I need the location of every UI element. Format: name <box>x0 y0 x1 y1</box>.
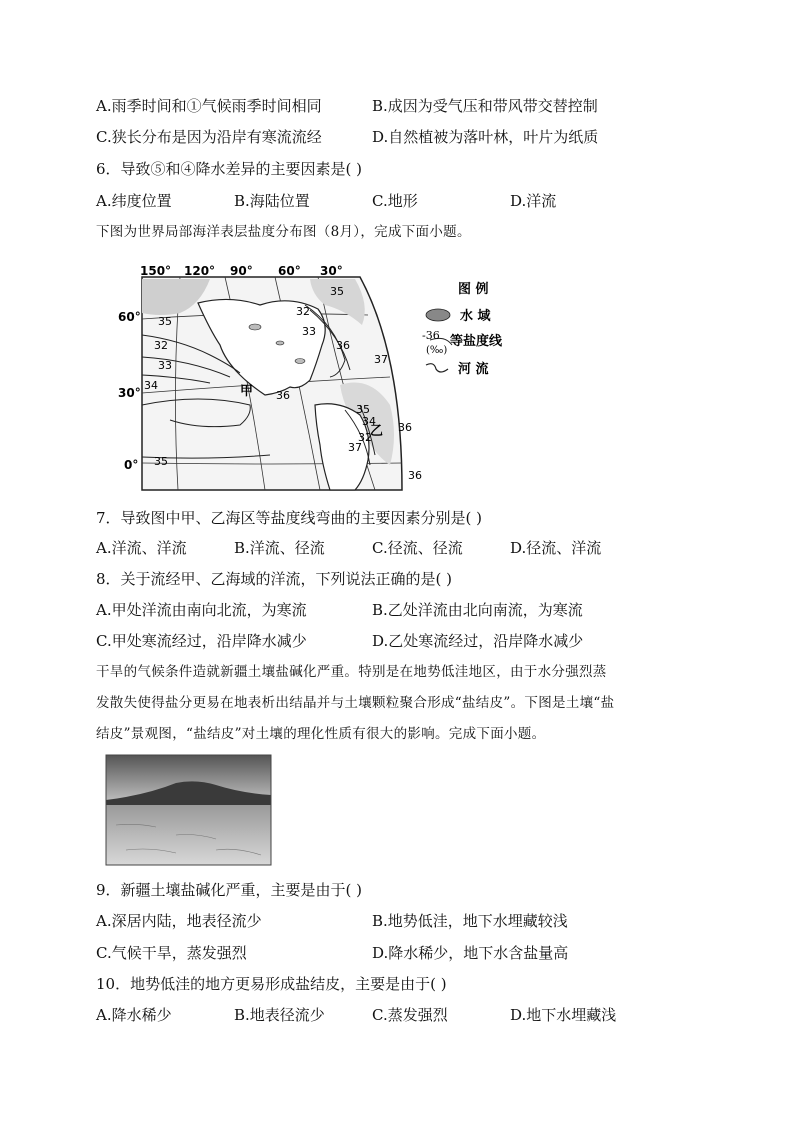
legend-isoline-unit: (‰) <box>426 345 448 356</box>
q9-option-a: A.深居内陆，地表径流少 <box>96 912 262 930</box>
q6-stem: 6．导致⑤和④降水差异的主要因素是( ) <box>96 160 363 178</box>
lat-label-30: 30° <box>118 386 141 400</box>
lat-label-60: 60° <box>118 310 141 324</box>
isoline-value: 32 <box>296 305 310 318</box>
isoline-value: 37 <box>348 441 362 454</box>
salt-intro-line-1: 干旱的气候条件造就新疆土壤盐碱化严重。特别是在地势低洼地区，由于水分强烈蒸 <box>96 664 607 680</box>
q9-option-c: C.气候干旱，蒸发强烈 <box>96 944 247 962</box>
isoline-value: 36 <box>276 389 290 402</box>
q10-option-c: C.蒸发强烈 <box>372 1006 448 1024</box>
q8-option-b: B.乙处洋流由北向南流，为寒流 <box>372 601 583 619</box>
isoline-value: 37 <box>374 353 388 366</box>
salt-intro-line-2: 发散失使得盐分更易在地表析出结晶并与土壤颗粒聚合形成“盐结皮”。下图是土壤“盐 <box>96 695 615 711</box>
q7-option-a: A.洋流、洋流 <box>96 539 187 557</box>
q7-option-d: D.径流、洋流 <box>510 539 602 557</box>
place-jia: 甲 <box>240 384 254 399</box>
q8-option-a: A.甲处洋流由南向北流，为寒流 <box>96 601 307 619</box>
q9-option-d: D.降水稀少，地下水含盐量高 <box>372 944 569 962</box>
q6-option-d: D.洋流 <box>510 192 557 210</box>
q5-option-a: A.雨季时间和①气候雨季时间相同 <box>96 97 322 115</box>
q8-option-d: D.乙处寒流经过，沿岸降水减少 <box>372 632 584 650</box>
map-intro: 下图为世界局部海洋表层盐度分布图（8月），完成下面小题。 <box>96 224 471 240</box>
q9-option-b: B.地势低洼，地下水埋藏较浅 <box>372 912 568 930</box>
isoline-value: 35 <box>154 455 168 468</box>
isoline-value: 32 <box>358 431 372 444</box>
q9-stem: 9．新疆土壤盐碱化严重，主要是由于( ) <box>96 881 363 899</box>
q5-option-b: B.成因为受气压和带风带交替控制 <box>372 97 598 115</box>
q8-stem: 8．关于流经甲、乙海域的洋流，下列说法正确的是( ) <box>96 570 453 588</box>
isoline-value: 33 <box>302 325 316 338</box>
isoline-value: 35 <box>330 285 344 298</box>
lon-label-90: 90° <box>230 264 253 278</box>
legend-title: 图 例 <box>458 282 489 297</box>
isoline-value: 32 <box>154 339 168 352</box>
isoline-value: 33 <box>158 359 172 372</box>
q5-option-d: D.自然植被为落叶林，叶片为纸质 <box>372 128 599 146</box>
legend-river-label: 河 流 <box>458 362 489 377</box>
isoline-value: 35 <box>356 403 370 416</box>
q6-option-a: A.纬度位置 <box>96 192 172 210</box>
q10-option-d: D.地下水埋藏浅 <box>510 1006 617 1024</box>
legend-isoline-value: -36 <box>422 329 440 342</box>
isoline-value: 34 <box>362 415 376 428</box>
isoline-value: 36 <box>408 469 422 482</box>
q8-option-c: C.甲处寒流经过，沿岸降水减少 <box>96 632 307 650</box>
legend-water-label: 水 域 <box>460 309 491 324</box>
q5-option-c: C.狭长分布是因为沿岸有寒流流经 <box>96 128 322 146</box>
place-yi: 乙 <box>370 424 384 439</box>
salinity-map <box>118 264 520 495</box>
q7-option-b: B.洋流、径流 <box>234 539 325 557</box>
isoline-value: 34 <box>144 379 158 392</box>
isoline-value: 35 <box>158 315 172 328</box>
isoline-value: 36 <box>336 339 350 352</box>
q10-option-a: A.降水稀少 <box>96 1006 172 1024</box>
q6-option-b: B.海陆位置 <box>234 192 310 210</box>
legend-river-symbol <box>426 364 448 372</box>
lat-label-0: 0° <box>124 458 139 472</box>
legend-water-symbol <box>426 309 450 321</box>
lon-label-60: 60° <box>278 264 301 278</box>
isoline-value: 36 <box>398 421 412 434</box>
q10-option-b: B.地表径流少 <box>234 1006 325 1024</box>
salt-intro-line-3: 结皮”景观图，“盐结皮”对土壤的理化性质有很大的影响。完成下面小题。 <box>96 726 546 742</box>
salt-crust-photo <box>106 755 271 865</box>
q6-option-c: C.地形 <box>372 192 418 210</box>
lon-label-30: 30° <box>320 264 343 278</box>
q10-stem: 10．地势低洼的地方更易形成盐结皮，主要是由于( ) <box>96 975 447 993</box>
lon-label-120: 120° <box>184 264 216 278</box>
legend-isoline-label: 等盐度线 <box>450 334 503 349</box>
q7-stem: 7．导致图中甲、乙海区等盐度线弯曲的主要因素分别是( ) <box>96 509 483 527</box>
lon-label-150: 150° <box>140 264 172 278</box>
q7-option-c: C.径流、径流 <box>372 539 463 557</box>
